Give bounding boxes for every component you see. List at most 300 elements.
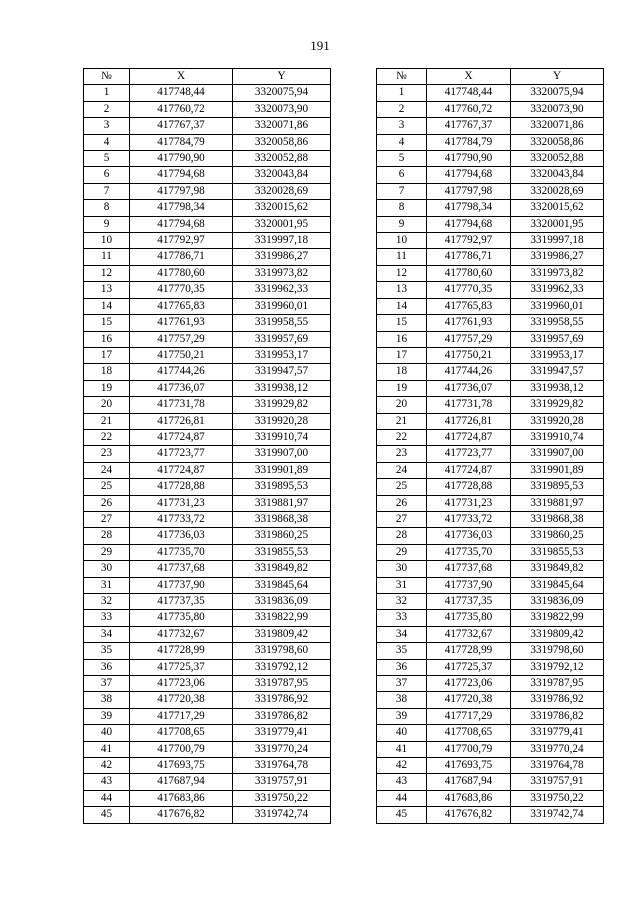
cell-x: 417728,99	[427, 643, 511, 659]
table-row	[84, 167, 331, 183]
cell-y: 3319849,82	[233, 561, 331, 577]
cell-number: 19	[84, 380, 130, 396]
cell-x: 417737,35	[427, 594, 511, 610]
table-row	[84, 347, 331, 363]
cell-y: 3319901,89	[511, 462, 604, 478]
cell-x: 417676,82	[130, 807, 233, 823]
cell-number: 18	[377, 364, 427, 380]
cell-x: 417728,88	[427, 479, 511, 495]
cell-y: 3320001,95	[233, 216, 331, 232]
cell-y: 3319986,27	[233, 249, 331, 265]
cell-number: 40	[377, 725, 427, 741]
cell-x: 417794,68	[130, 216, 233, 232]
table-row	[84, 315, 331, 331]
cell-number: 10	[377, 233, 427, 249]
cell-y: 3319957,69	[233, 331, 331, 347]
cell-number: 37	[84, 676, 130, 692]
cell-x: 417731,78	[130, 397, 233, 413]
cell-y: 3319787,95	[511, 676, 604, 692]
cell-y: 3319958,55	[233, 315, 331, 331]
cell-y: 3320052,88	[233, 151, 331, 167]
cell-x: 417731,23	[427, 495, 511, 511]
cell-y: 3320043,84	[233, 167, 331, 183]
cell-y: 3319809,42	[233, 626, 331, 642]
cell-number: 44	[377, 790, 427, 806]
cell-y: 3319809,42	[511, 626, 604, 642]
cell-number: 6	[377, 167, 427, 183]
cell-x: 417708,65	[130, 725, 233, 741]
cell-x: 417770,35	[427, 282, 511, 298]
cell-x: 417737,68	[130, 561, 233, 577]
table-row	[84, 265, 331, 281]
table-row	[377, 790, 604, 806]
table-row	[84, 282, 331, 298]
cell-y: 3319958,55	[511, 315, 604, 331]
table-row	[377, 594, 604, 610]
cell-x: 417683,86	[427, 790, 511, 806]
cell-number: 13	[84, 282, 130, 298]
cell-number: 15	[377, 315, 427, 331]
cell-y: 3319868,38	[233, 511, 331, 527]
cell-number: 33	[377, 610, 427, 626]
cell-x: 417723,06	[130, 676, 233, 692]
cell-y: 3319953,17	[233, 347, 331, 363]
table-row	[84, 118, 331, 134]
table-row	[84, 741, 331, 757]
cell-x: 417733,72	[427, 511, 511, 527]
cell-number: 27	[84, 511, 130, 527]
table-row	[377, 85, 604, 101]
cell-x: 417733,72	[130, 511, 233, 527]
cell-x: 417736,03	[427, 528, 511, 544]
cell-x: 417687,94	[427, 774, 511, 790]
cell-number: 21	[377, 413, 427, 429]
cell-y: 3319929,82	[233, 397, 331, 413]
cell-y: 3319822,99	[233, 610, 331, 626]
cell-number: 6	[84, 167, 130, 183]
cell-y: 3319953,17	[511, 347, 604, 363]
cell-x: 417693,75	[130, 758, 233, 774]
table-row	[377, 495, 604, 511]
cell-y: 3319836,09	[511, 594, 604, 610]
table-row	[84, 429, 331, 445]
table-row	[84, 413, 331, 429]
cell-x: 417676,82	[427, 807, 511, 823]
table-row	[377, 364, 604, 380]
cell-number: 41	[84, 741, 130, 757]
cell-x: 417760,72	[130, 101, 233, 117]
cell-x: 417728,99	[130, 643, 233, 659]
cell-number: 28	[377, 528, 427, 544]
table-row	[84, 101, 331, 117]
column-header-number: №	[377, 69, 427, 85]
cell-x: 417724,87	[427, 462, 511, 478]
cell-number: 5	[84, 151, 130, 167]
cell-x: 417798,34	[130, 200, 233, 216]
cell-y: 3320058,86	[511, 134, 604, 150]
cell-y: 3319860,25	[233, 528, 331, 544]
cell-x: 417786,71	[130, 249, 233, 265]
cell-number: 17	[84, 347, 130, 363]
table-row	[84, 511, 331, 527]
cell-number: 36	[84, 659, 130, 675]
cell-x: 417737,35	[130, 594, 233, 610]
cell-number: 28	[84, 528, 130, 544]
table-row	[84, 364, 331, 380]
cell-y: 3319757,91	[233, 774, 331, 790]
cell-y: 3319860,25	[511, 528, 604, 544]
cell-x: 417726,81	[427, 413, 511, 429]
cell-y: 3319764,78	[511, 758, 604, 774]
cell-x: 417750,21	[427, 347, 511, 363]
cell-x: 417794,68	[427, 216, 511, 232]
cell-number: 24	[84, 462, 130, 478]
table-body	[84, 85, 331, 823]
cell-x: 417790,90	[130, 151, 233, 167]
table-row	[84, 85, 331, 101]
cell-x: 417717,29	[130, 708, 233, 724]
table-row	[377, 331, 604, 347]
cell-y: 3319750,22	[511, 790, 604, 806]
table-row	[377, 511, 604, 527]
cell-x: 417794,68	[427, 167, 511, 183]
cell-number: 26	[84, 495, 130, 511]
cell-number: 2	[84, 101, 130, 117]
table-row	[377, 610, 604, 626]
cell-number: 9	[84, 216, 130, 232]
cell-number: 36	[377, 659, 427, 675]
cell-x: 417717,29	[427, 708, 511, 724]
cell-number: 30	[84, 561, 130, 577]
cell-y: 3319845,64	[233, 577, 331, 593]
cell-y: 3319849,82	[511, 561, 604, 577]
cell-x: 417737,90	[427, 577, 511, 593]
cell-y: 3319920,28	[511, 413, 604, 429]
cell-y: 3319798,60	[233, 643, 331, 659]
table-row	[377, 643, 604, 659]
table-row	[377, 298, 604, 314]
cell-y: 3320071,86	[511, 118, 604, 134]
cell-y: 3319938,12	[511, 380, 604, 396]
column-header-y: Y	[511, 69, 604, 85]
cell-number: 27	[377, 511, 427, 527]
table-row	[377, 544, 604, 560]
cell-y: 3320071,86	[233, 118, 331, 134]
cell-x: 417784,79	[427, 134, 511, 150]
cell-number: 20	[377, 397, 427, 413]
table-row	[84, 397, 331, 413]
cell-x: 417737,90	[130, 577, 233, 593]
cell-number: 16	[377, 331, 427, 347]
table-row	[377, 397, 604, 413]
cell-number: 29	[84, 544, 130, 560]
cell-x: 417724,87	[130, 429, 233, 445]
cell-x: 417750,21	[130, 347, 233, 363]
table-row	[84, 462, 331, 478]
cell-x: 417748,44	[130, 85, 233, 101]
cell-x: 417687,94	[130, 774, 233, 790]
coordinates-table-right	[376, 68, 604, 824]
cell-number: 2	[377, 101, 427, 117]
cell-y: 3319786,92	[233, 692, 331, 708]
table-row	[84, 134, 331, 150]
cell-x: 417700,79	[427, 741, 511, 757]
table-row	[84, 479, 331, 495]
cell-y: 3319779,41	[233, 725, 331, 741]
cell-number: 23	[84, 446, 130, 462]
cell-x: 417797,98	[427, 183, 511, 199]
table-row	[377, 265, 604, 281]
cell-x: 417732,67	[130, 626, 233, 642]
cell-number: 7	[377, 183, 427, 199]
cell-number: 33	[84, 610, 130, 626]
cell-y: 3319855,53	[511, 544, 604, 560]
cell-y: 3319947,57	[233, 364, 331, 380]
cell-x: 417683,86	[130, 790, 233, 806]
table-row	[377, 151, 604, 167]
table-row	[377, 118, 604, 134]
table-row	[84, 676, 331, 692]
cell-x: 417736,07	[130, 380, 233, 396]
cell-x: 417736,03	[130, 528, 233, 544]
cell-number: 22	[84, 429, 130, 445]
table-row	[377, 249, 604, 265]
cell-x: 417744,26	[130, 364, 233, 380]
cell-x: 417792,97	[130, 233, 233, 249]
table-row	[377, 479, 604, 495]
cell-x: 417720,38	[427, 692, 511, 708]
table-row	[84, 446, 331, 462]
cell-number: 24	[377, 462, 427, 478]
table-row	[84, 807, 331, 823]
table-row	[377, 528, 604, 544]
cell-y: 3319938,12	[233, 380, 331, 396]
table-row	[377, 233, 604, 249]
cell-number: 43	[84, 774, 130, 790]
table-body	[377, 85, 604, 823]
cell-y: 3319907,00	[233, 446, 331, 462]
cell-y: 3319786,82	[511, 708, 604, 724]
cell-y: 3319855,53	[233, 544, 331, 560]
cell-y: 3320028,69	[511, 183, 604, 199]
cell-x: 417767,37	[427, 118, 511, 134]
cell-y: 3319947,57	[511, 364, 604, 380]
table-row	[377, 676, 604, 692]
table-row	[84, 298, 331, 314]
cell-number: 35	[377, 643, 427, 659]
cell-number: 1	[84, 85, 130, 101]
table-row	[377, 183, 604, 199]
cell-x: 417790,90	[427, 151, 511, 167]
table-row	[84, 200, 331, 216]
cell-number: 43	[377, 774, 427, 790]
column-header-x: X	[427, 69, 511, 85]
cell-number: 22	[377, 429, 427, 445]
cell-y: 3320043,84	[511, 167, 604, 183]
cell-x: 417735,70	[427, 544, 511, 560]
table-row	[84, 643, 331, 659]
cell-number: 44	[84, 790, 130, 806]
cell-number: 26	[377, 495, 427, 511]
column-header-y: Y	[233, 69, 331, 85]
table-row	[84, 249, 331, 265]
table-row	[377, 774, 604, 790]
cell-number: 35	[84, 643, 130, 659]
cell-y: 3320073,90	[511, 101, 604, 117]
cell-y: 3319997,18	[511, 233, 604, 249]
cell-number: 18	[84, 364, 130, 380]
cell-x: 417700,79	[130, 741, 233, 757]
cell-x: 417784,79	[130, 134, 233, 150]
cell-y: 3319973,82	[233, 265, 331, 281]
table-row	[377, 626, 604, 642]
table-row	[377, 347, 604, 363]
cell-x: 417786,71	[427, 249, 511, 265]
cell-y: 3319836,09	[233, 594, 331, 610]
table-row	[377, 167, 604, 183]
cell-x: 417724,87	[130, 462, 233, 478]
cell-y: 3320015,62	[511, 200, 604, 216]
cell-y: 3319742,74	[511, 807, 604, 823]
table-row	[377, 807, 604, 823]
cell-x: 417723,77	[130, 446, 233, 462]
cell-number: 34	[84, 626, 130, 642]
cell-number: 9	[377, 216, 427, 232]
cell-y: 3320015,62	[233, 200, 331, 216]
cell-y: 3319845,64	[511, 577, 604, 593]
cell-y: 3319786,92	[511, 692, 604, 708]
table-row	[84, 659, 331, 675]
table-row	[84, 233, 331, 249]
table-row	[377, 659, 604, 675]
cell-x: 417720,38	[130, 692, 233, 708]
cell-number: 4	[377, 134, 427, 150]
table-row	[377, 134, 604, 150]
table-row	[377, 380, 604, 396]
table-row	[84, 577, 331, 593]
cell-y: 3319910,74	[511, 429, 604, 445]
cell-x: 417735,80	[130, 610, 233, 626]
cell-number: 21	[84, 413, 130, 429]
cell-number: 16	[84, 331, 130, 347]
table-row	[377, 758, 604, 774]
cell-number: 42	[84, 758, 130, 774]
table-row	[84, 380, 331, 396]
cell-y: 3319792,12	[233, 659, 331, 675]
table-header-row	[84, 69, 331, 85]
cell-y: 3319986,27	[511, 249, 604, 265]
cell-x: 417757,29	[130, 331, 233, 347]
table-row	[377, 282, 604, 298]
cell-x: 417725,37	[130, 659, 233, 675]
table-row	[84, 626, 331, 642]
cell-number: 39	[84, 708, 130, 724]
cell-x: 417726,81	[130, 413, 233, 429]
cell-number: 19	[377, 380, 427, 396]
cell-y: 3319895,53	[233, 479, 331, 495]
cell-x: 417765,83	[427, 298, 511, 314]
cell-x: 417732,67	[427, 626, 511, 642]
table-row	[377, 315, 604, 331]
cell-x: 417731,23	[130, 495, 233, 511]
cell-x: 417728,88	[130, 479, 233, 495]
cell-y: 3319792,12	[511, 659, 604, 675]
cell-y: 3319787,95	[233, 676, 331, 692]
cell-x: 417723,06	[427, 676, 511, 692]
cell-number: 39	[377, 708, 427, 724]
cell-x: 417761,93	[130, 315, 233, 331]
cell-number: 25	[84, 479, 130, 495]
column-header-x: X	[130, 69, 233, 85]
table-row	[377, 692, 604, 708]
cell-y: 3319910,74	[233, 429, 331, 445]
cell-y: 3319960,01	[233, 298, 331, 314]
cell-number: 45	[84, 807, 130, 823]
cell-number: 14	[84, 298, 130, 314]
cell-x: 417736,07	[427, 380, 511, 396]
cell-number: 12	[377, 265, 427, 281]
cell-y: 3320001,95	[511, 216, 604, 232]
cell-y: 3319881,97	[233, 495, 331, 511]
cell-number: 40	[84, 725, 130, 741]
table-row	[84, 692, 331, 708]
cell-y: 3319962,33	[511, 282, 604, 298]
cell-x: 417693,75	[427, 758, 511, 774]
cell-x: 417780,60	[427, 265, 511, 281]
cell-y: 3319881,97	[511, 495, 604, 511]
cell-y: 3319764,78	[233, 758, 331, 774]
table-row	[84, 216, 331, 232]
table-row	[84, 790, 331, 806]
table-row	[377, 200, 604, 216]
cell-number: 8	[377, 200, 427, 216]
table-row	[377, 577, 604, 593]
table-row	[377, 708, 604, 724]
cell-x: 417760,72	[427, 101, 511, 117]
cell-number: 37	[377, 676, 427, 692]
cell-x: 417770,35	[130, 282, 233, 298]
cell-number: 31	[84, 577, 130, 593]
cell-number: 34	[377, 626, 427, 642]
cell-y: 3319742,74	[233, 807, 331, 823]
cell-y: 3319895,53	[511, 479, 604, 495]
cell-number: 45	[377, 807, 427, 823]
cell-y: 3320058,86	[233, 134, 331, 150]
cell-number: 4	[84, 134, 130, 150]
table-row	[84, 758, 331, 774]
cell-x: 417767,37	[130, 118, 233, 134]
cell-number: 42	[377, 758, 427, 774]
cell-number: 3	[377, 118, 427, 134]
cell-x: 417792,97	[427, 233, 511, 249]
table-row	[377, 741, 604, 757]
cell-number: 8	[84, 200, 130, 216]
cell-y: 3319757,91	[511, 774, 604, 790]
cell-number: 20	[84, 397, 130, 413]
cell-number: 11	[84, 249, 130, 265]
table-row	[377, 216, 604, 232]
cell-x: 417735,80	[427, 610, 511, 626]
cell-y: 3320052,88	[511, 151, 604, 167]
table-row	[377, 446, 604, 462]
cell-x: 417765,83	[130, 298, 233, 314]
cell-y: 3319920,28	[233, 413, 331, 429]
cell-y: 3319786,82	[233, 708, 331, 724]
table-row	[377, 462, 604, 478]
cell-number: 14	[377, 298, 427, 314]
cell-x: 417737,68	[427, 561, 511, 577]
cell-number: 41	[377, 741, 427, 757]
